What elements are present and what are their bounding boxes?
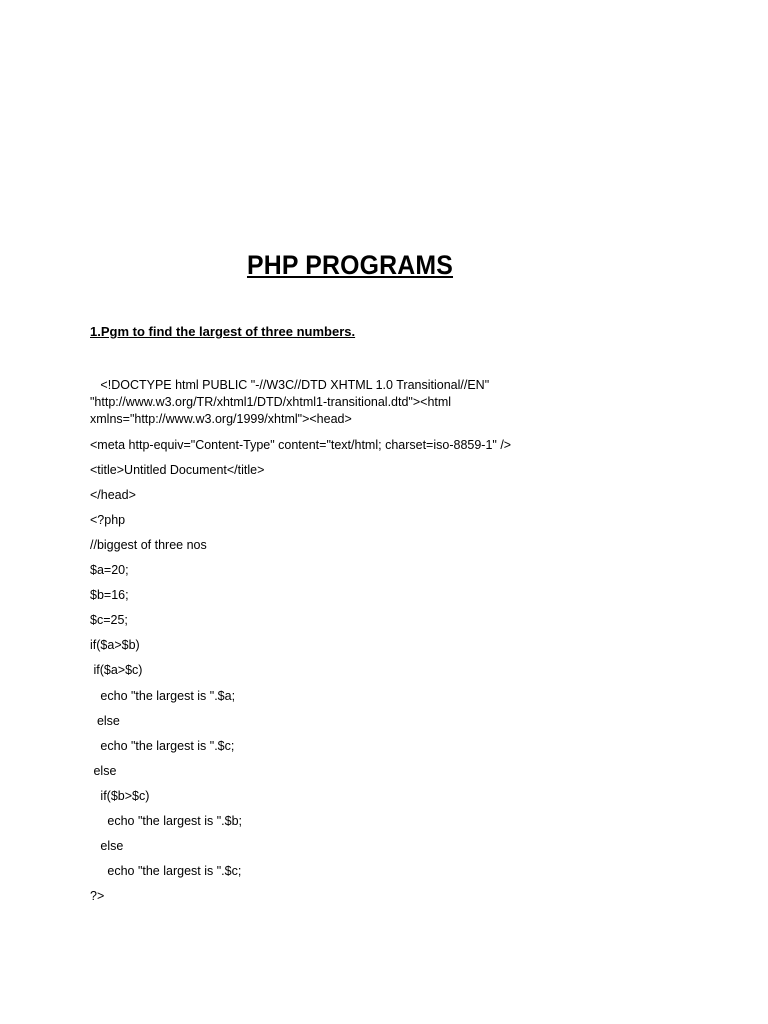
code-line: $a=20; xyxy=(90,563,129,577)
page-title: PHP PROGRAMS xyxy=(246,250,454,280)
code-line: echo "the largest is ".$c; xyxy=(90,739,235,753)
code-line: echo "the largest is ".$b; xyxy=(90,814,243,828)
code-line: xmlns="http://www.w3.org/1999/xhtml"><head> xyxy=(90,412,352,426)
code-line: if($a>$c) xyxy=(90,663,143,677)
code-line: <!DOCTYPE html PUBLIC "-//W3C//DTD XHTML 1.0 Transitional//EN" xyxy=(90,378,490,392)
code-line: else xyxy=(90,839,124,853)
doctype-block xyxy=(90,377,560,428)
code-line: </head> xyxy=(90,488,136,502)
code-line: $c=25; xyxy=(90,613,128,627)
code-line: ?> xyxy=(90,889,105,903)
code-line: //biggest of three nos xyxy=(90,538,207,552)
code-line: echo "the largest is ".$c; xyxy=(90,864,242,878)
code-line: <title>Untitled Document</title> xyxy=(90,463,265,477)
code-line: echo "the largest is ".$a; xyxy=(90,689,236,703)
code-line: "http://www.w3.org/TR/xhtml1/DTD/xhtml1-transitional.dtd"><html xyxy=(90,395,452,409)
code-line: if($a>$b) xyxy=(90,638,140,652)
code-line: $b=16; xyxy=(90,588,129,602)
code-line: else xyxy=(90,764,117,778)
code-line: <?php xyxy=(90,513,126,527)
code-line: else xyxy=(90,714,120,728)
section-heading: 1.Pgm to find the largest of three numbers. xyxy=(90,324,356,339)
code-line: if($b>$c) xyxy=(90,789,150,803)
code-line: <meta http-equiv="Content-Type" content="text/html; charset=iso-8859-1" /> xyxy=(90,438,512,452)
